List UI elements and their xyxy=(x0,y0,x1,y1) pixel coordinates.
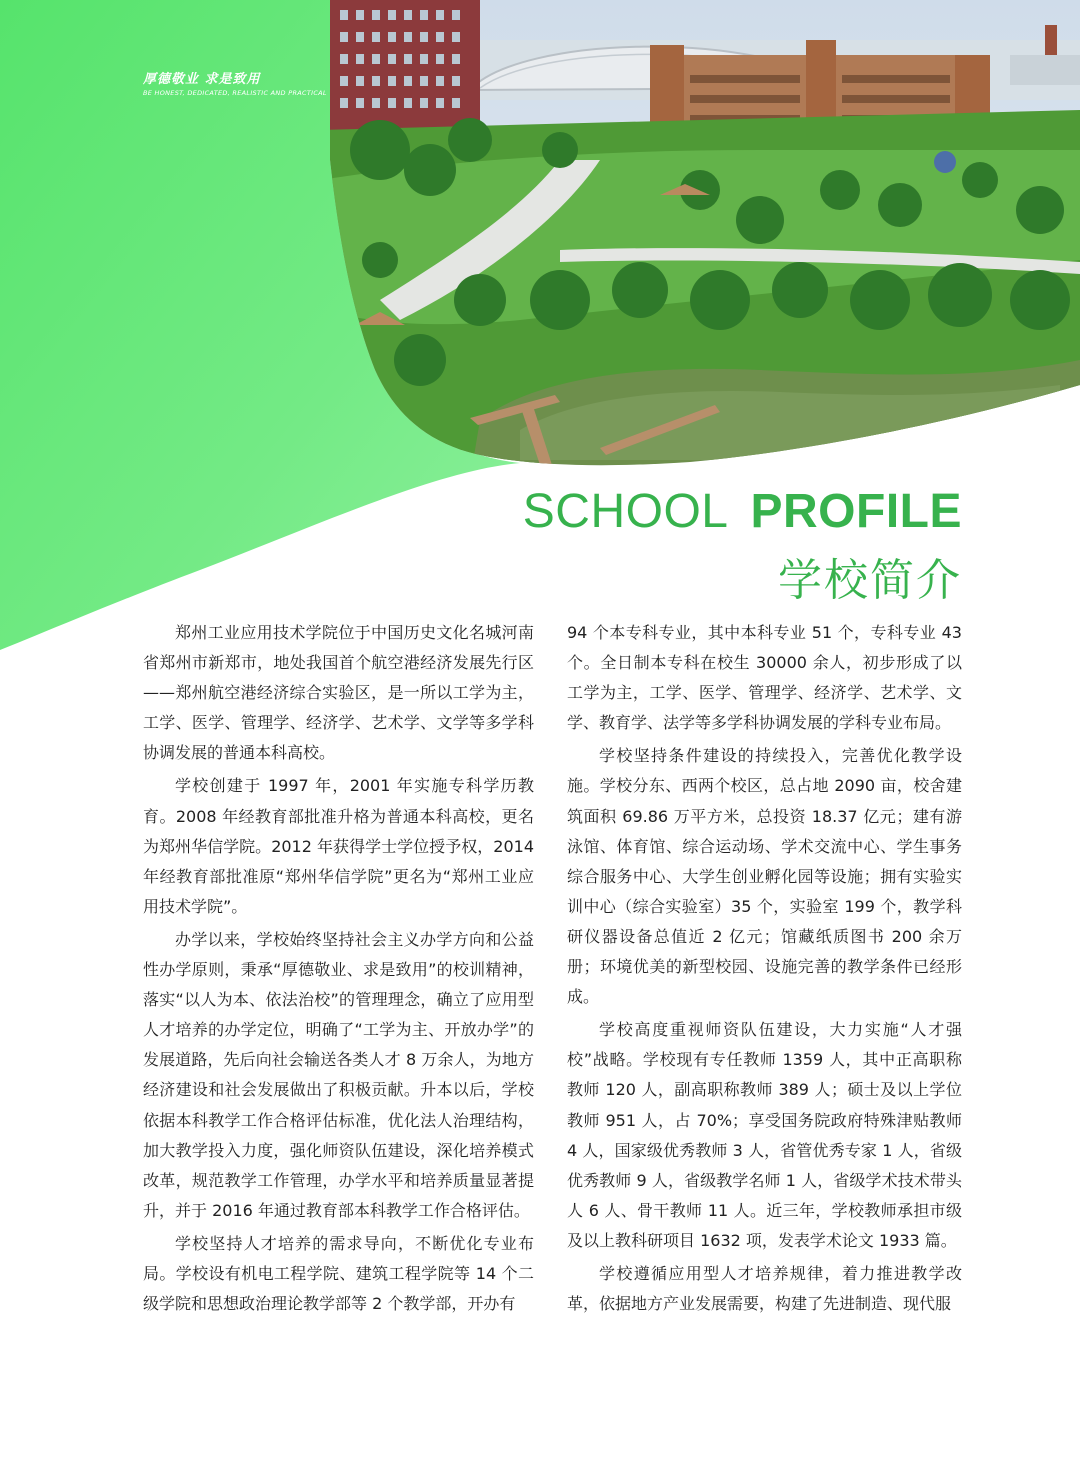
paragraph-history: 学校创建于 1997 年，2001 年实施专科学历教育。2008 年经教育部批准升格为普通本科高校，更名为郑州华信学院。2012 年获得学士学位授予权，2014 年经教育部批准原“郑州华信学院”更名为“郑州工业应用技术学院”。 xyxy=(143,776,534,916)
school-motto xyxy=(143,68,327,97)
motto-chinese: 厚德敬业 求是致用 xyxy=(143,72,261,87)
left-text-column xyxy=(143,618,534,1322)
paragraph-disciplines: 学校坚持人才培养的需求导向，不断优化专业布局。学校设有机电工程学院、建筑工程学院等 14 个二级学院和思想政治理论教学部等 2 个教学部，开办有 xyxy=(143,1233,534,1314)
right-text-column xyxy=(567,618,962,1322)
motto-english: BE HONEST, DEDICATED, REALISTIC AND PRACTICAL xyxy=(143,89,327,97)
title-word-school: SCHOOL xyxy=(522,485,729,538)
paragraph-faculty: 学校高度重视师资队伍建设，大力实施“人才强校”战略。学校现有专任教师 1359 人，其中正高职称教师 120 人，副高职称教师 389 人；硕士及以上学位教师 951 人，占 70%；享受国务院政府特殊津贴教师 4 人，国家级优秀教师 3 人，省管优秀专家 1 人，省级优秀教师 9 人，省级教学名师 1 人，省级学术技术带头人 6 人、骨干教师 11 人。近三年，学校教师承担市级及以上教科研项目 1632 项，发表学术论文 1933 篇。 xyxy=(567,1020,962,1250)
title-word-profile: PROFILE xyxy=(750,485,962,538)
paragraph-philosophy: 办学以来，学校始终坚持社会主义办学方向和公益性办学原则，秉承“厚德敬业、求是致用”的校训精神，落实“以人为本、依法治校”的管理理念，确立了应用型人才培养的办学定位，明确了“工学为主、开放办学”的发展道路，先后向社会输送各类人才 8 万余人，为地方经济建设和社会发展做出了积极贡献。升本以后，学校依据本科教学工作合格评估标准，优化法人治理结构，加大教学投入力度，强化师资队伍建设，深化培养模式改革，规范教学工作管理，办学水平和培养质量显著提升，并于 2016 年通过教育部本科教学工作合格评估。 xyxy=(143,929,534,1220)
paragraph-facilities: 学校坚持条件建设的持续投入，完善优化教学设施。学校分东、西两个校区，总占地 2090 亩，校舍建筑面积 69.86 万平方米，总投资 18.37 亿元；建有游泳馆、体育馆、综合运动场、学术交流中心、学生事务综合服务中心、大学生创业孵化园等设施；拥有实验实训中心（综合实验室）35 个，实验室 199 个，教学科研仪器设备总值近 2 亿元；馆藏纸质图书 200 余万册；环境优美的新型校园、设施完善的教学条件已经形成。 xyxy=(567,746,962,1007)
title-chinese: 学校简介 xyxy=(778,555,962,606)
title-english xyxy=(523,484,962,539)
paragraph-reform: 学校遵循应用型人才培养规律，着力推进教学改革，依据地方产业发展需要，构建了先进制造、现代服 xyxy=(567,1263,962,1314)
paragraph-location: 郑州工业应用技术学院位于中国历史文化名城河南省郑州市新郑市，地处我国首个航空港经济发展先行区——郑州航空港经济综合实验区，是一所以工学为主，工学、医学、管理学、经济学、艺术学、文学等多学科协调发展的普通本科高校。 xyxy=(143,623,534,763)
paragraph-majors: 94 个本专科专业，其中本科专业 51 个，专科专业 43 个。全日制本专科在校生 30000 余人，初步形成了以工学为主，工学、医学、管理学、经济学、艺术学、文学、教育学、法学等多学科协调发展的学科专业布局。 xyxy=(567,623,962,733)
campus-photo xyxy=(320,0,1080,480)
